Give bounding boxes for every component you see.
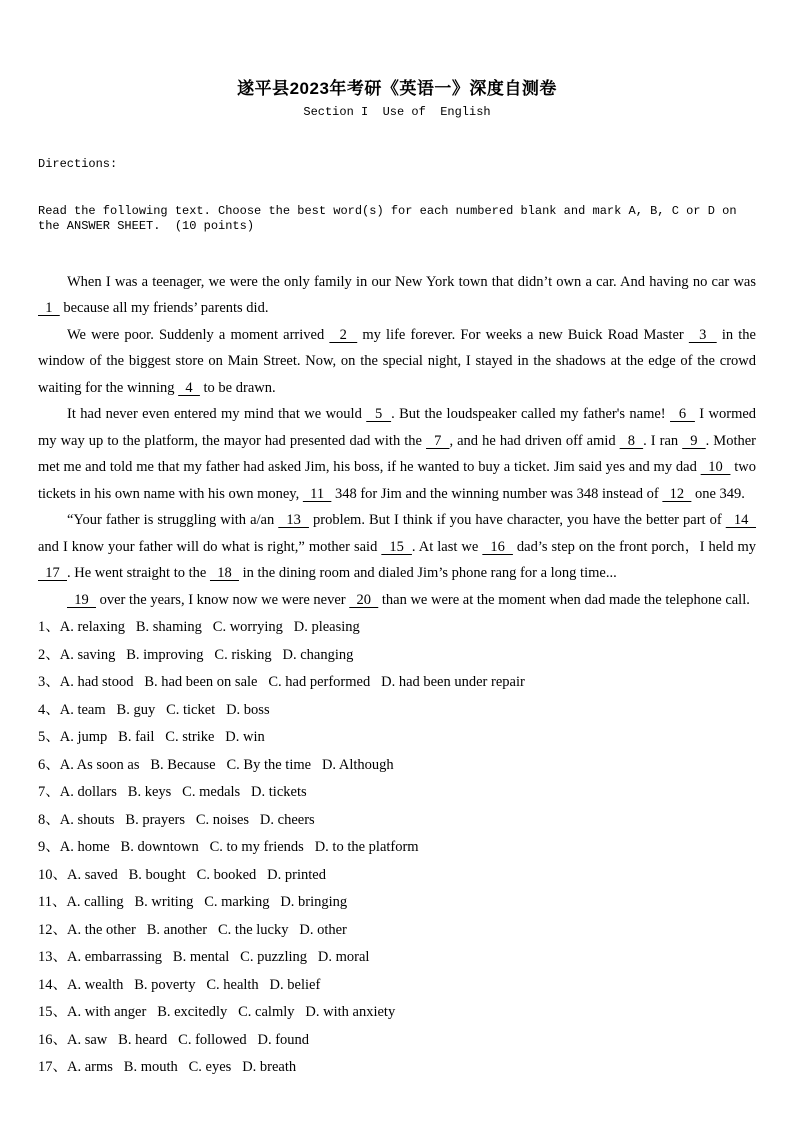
blank-11: 11 [302,485,332,502]
passage-text: than we were at the moment when dad made the telephone call. [378,591,750,608]
blank-3: 3 [688,326,717,343]
passage-text: . He went straight to the [67,565,210,581]
directions [38,126,756,266]
blank-18: 18 [209,565,239,581]
passage-text: . Mother met me and told me that my father had asked Jim, his boss, if he wanted to buy a ticket. Jim said yes and my dad [38,432,756,475]
blank-19: 19 [67,591,96,608]
blank-15: 15 [381,538,412,555]
blank-1: 1 [38,300,60,316]
blank-14: 14 [725,512,757,528]
directions-body: Read the following text. Choose the best word(s) for each numbered blank and mark A, B, C or D on the ANSWER SHEET. (10 points) [38,203,744,233]
blank-16: 16 [482,538,513,555]
question-line: 9、A. home B. downtown C. to my friends D. to the platform [38,839,419,855]
passage-text: because all my friends’ parents did. [59,300,269,316]
passage-text: , and he had driven off amid [449,432,620,449]
passage-text: to be drawn. [199,379,276,396]
passage-text: two tickets in his own name with his own money, [38,459,757,502]
question-line: 5、A. jump B. fail C. strike D. win [38,729,265,745]
passage-text: in the window of the biggest store on Main Street. Now, on the special night, I stayed in the shadows at the edge of the crowd waiting for the winning [38,326,756,396]
blank-7: 7 [426,432,450,449]
passage-paragraph [38,401,756,507]
page-title: 遂平县2023年考研《英语一》深度自测卷 [237,79,557,98]
question-line: 10、A. saved B. bought C. booked D. printed [38,866,326,883]
passage-text: . At last we [411,538,483,555]
question-line: 11、A. calling B. writing C. marking D. bringing [38,894,348,910]
question-list [38,614,756,1082]
question-line: 4、A. team B. guy C. ticket D. boss [38,701,270,718]
passage-text: my life forever. For weeks a new Buick Road Master [357,326,689,343]
blank-20: 20 [349,591,379,608]
question-line: 16、A. saw B. heard C. followed D. found [38,1031,310,1048]
passage-paragraph [38,322,756,402]
question-line: 12、A. the other B. another C. the lucky D. other [38,921,347,938]
question-line: 17、A. arms B. mouth C. eyes D. breath [38,1059,297,1075]
passage-paragraph [38,507,756,587]
question-line: 14、A. wealth B. poverty C. health D. belief [38,976,321,993]
question-line: 1、A. relaxing B. shaming C. worrying D. pleasing [38,619,360,635]
passage-paragraph [38,269,756,322]
directions-label: Directions: [38,157,118,171]
passage-text: I wormed my way up to the platform, the mayor had presented dad with the [38,406,757,449]
question-line: 2、A. saving B. improving C. risking D. changing [38,646,354,663]
blank-9: 9 [682,432,706,449]
passage-text: over the years, I know now we were never [96,591,350,608]
blank-4: 4 [178,379,200,396]
passage-text: in the dining room and dialed Jim’s phone rang for a long time... [238,565,617,581]
passage-text: . I ran [643,432,683,449]
passage-text: and I know your father will do what is right,” mother said [38,538,382,555]
blank-12: 12 [662,485,692,502]
blank-17: 17 [38,565,67,581]
passage-text: “Your father is struggling with a/an [67,512,279,528]
passage-paragraph [38,587,756,614]
passage-text: We were poor. Suddenly a moment arrived [67,326,330,343]
question-line: 7、A. dollars B. keys C. medals D. tickets [38,784,307,800]
passage-text: one 349. [691,485,745,502]
question-line: 3、A. had stood B. had been on sale C. had performed D. had been under repair [38,674,525,690]
blank-10: 10 [700,459,731,475]
blank-6: 6 [670,406,695,422]
passage-text: problem. But I think if you have character, you have the better part of [308,512,726,528]
question-line: 6、A. As soon as B. Because C. By the time D. Although [38,756,394,773]
question-line: 13、A. embarrassing B. mental C. puzzling D. moral [38,949,370,965]
blank-5: 5 [366,406,392,422]
passage-text: 348 for Jim and the winning number was 348 instead of [331,485,663,502]
passage [38,269,756,614]
question-line: 8、A. shouts B. prayers C. noises D. cheers [38,811,315,828]
blank-13: 13 [278,512,309,528]
passage-text: When I was a teenager, we were the only family in our New York town that didn’t own a car. And having no car was [67,273,756,290]
question-line: 15、A. with anger B. excitedly C. calmly D. with anxiety [38,1004,396,1020]
blank-2: 2 [329,326,358,343]
passage-text: dad’s step on the front porch，I held my [512,538,757,555]
passage-text: . But the loudspeaker called my father's name! [391,406,671,422]
blank-8: 8 [619,432,644,449]
section-heading: Section I Use of English [303,105,491,119]
passage-text: It had never even entered my mind that we would [67,406,367,422]
